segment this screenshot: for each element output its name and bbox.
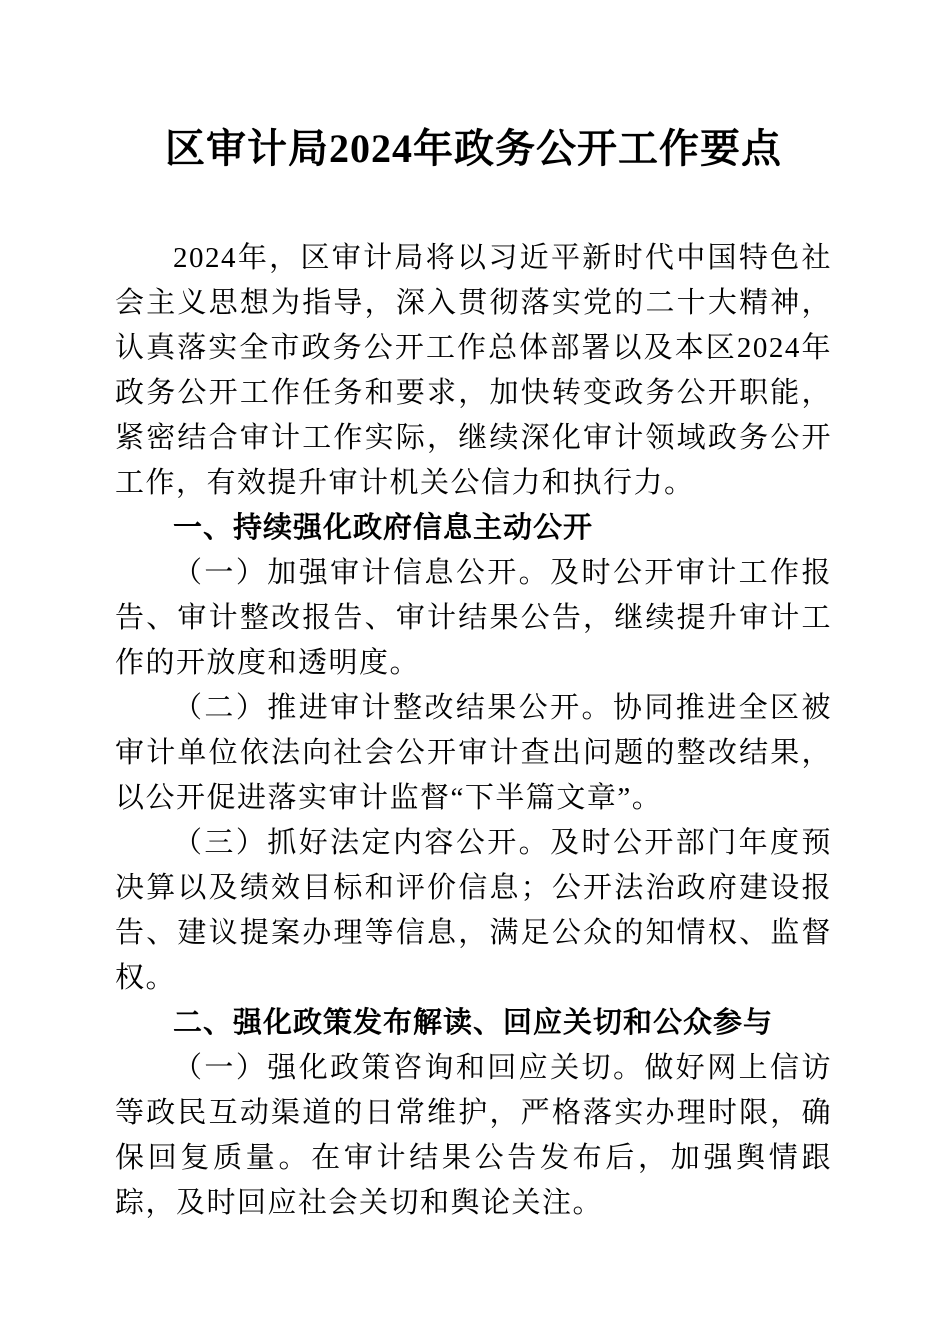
section-1-paragraph-1: （一）加强审计信息公开。及时公开审计工作报告、审计整改报告、审计结果公告，继续提升审计工作的开放度和透明度。	[115, 557, 832, 679]
section-1-heading: 一、持续强化政府信息主动公开	[173, 512, 594, 544]
section-1-paragraph-3: （三）抓好法定内容公开。及时公开部门年度预决算以及绩效目标和评价信息；公开法治政府建设报告、建议提案办理等信息，满足公众的知情权、监督权。	[115, 827, 832, 994]
document-title: 区审计局2024年政务公开工作要点	[165, 126, 782, 171]
section-1-paragraph-2: （二）推进审计整改结果公开。协同推进全区被审计单位依法向社会公开审计查出问题的整改结果，以公开促进落实审计监督“下半篇文章”。	[115, 692, 832, 814]
section-2-paragraph-1: （一）强化政策咨询和回应关切。做好网上信访等政民互动渠道的日常维护，严格落实办理时限，确保回复质量。在审计结果公告发布后，加强舆情跟踪，及时回应社会关切和舆论关注。	[115, 1052, 832, 1219]
section-2-heading: 二、强化政策发布解读、回应关切和公众参与	[173, 1007, 774, 1039]
intro-paragraph: 2024年，区审计局将以习近平新时代中国特色社会主义思想为指导，深入贯彻落实党的二十大精神，认真落实全市政务公开工作总体部署以及本区2024年政务公开工作任务和要求，加快转变政务公开职能，紧密结合审计工作实际，继续深化审计领域政务公开工作，有效提升审计机关公信力和执行力。	[115, 242, 832, 499]
